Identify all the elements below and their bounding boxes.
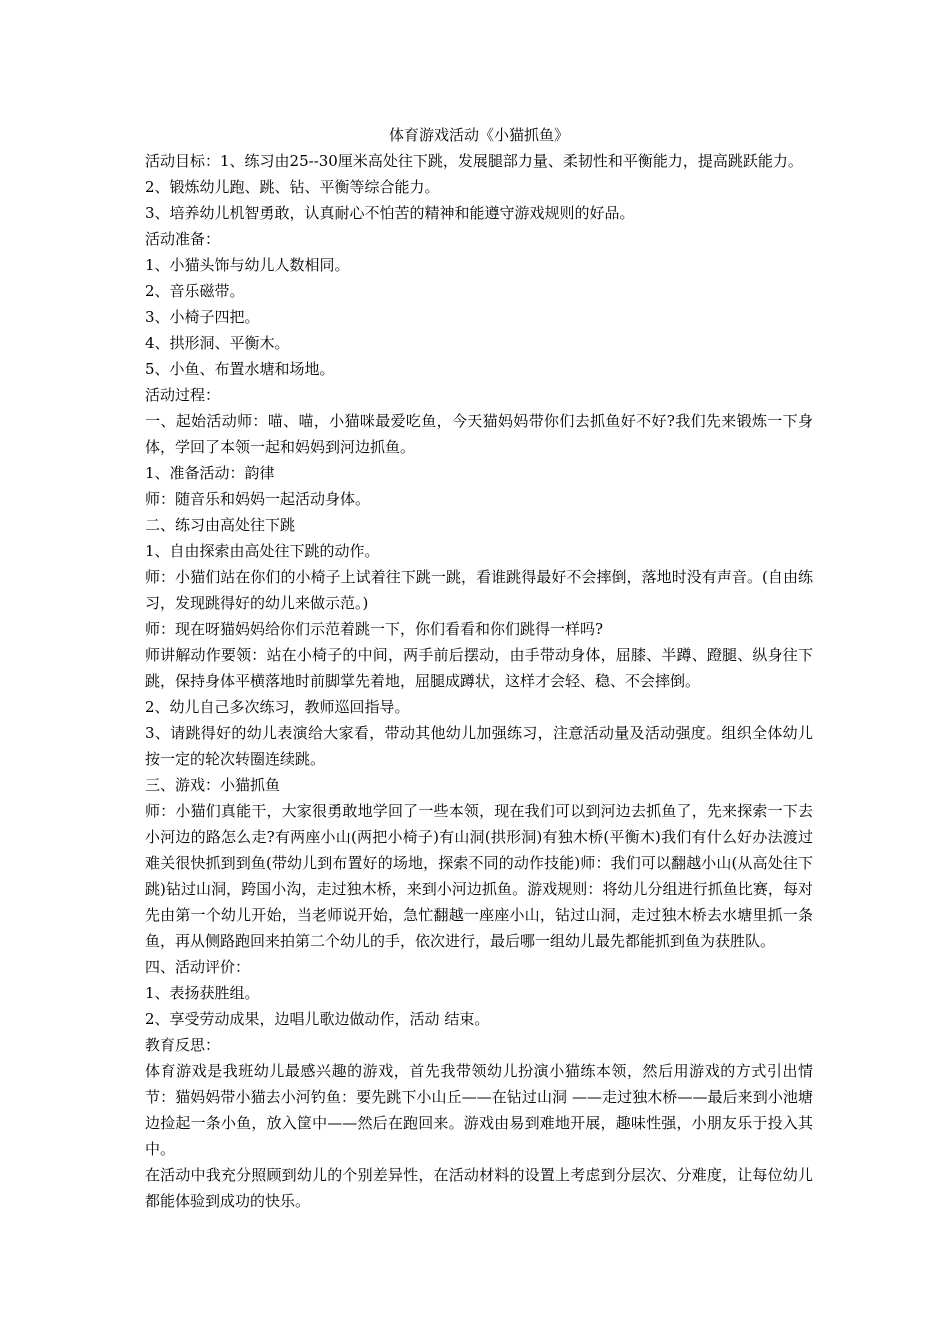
list-item: 2、音乐磁带。 bbox=[145, 282, 245, 300]
paragraph: 在活动中我充分照顾到幼儿的个别差异性，在活动材料的设置上考虑到分层次、分难度，让每位幼儿都能体验到成功的快乐。 bbox=[145, 1166, 813, 1210]
paragraph: 师：随音乐和妈妈一起活动身体。 bbox=[145, 490, 371, 508]
paragraph: 体育游戏是我班幼儿最感兴趣的游戏，首先我带领幼儿扮演小猫练本领，然后用游戏的方式引出情节：猫妈妈带小猫去小河钓鱼：要先跳下小山丘——在钻过山洞 ——走过独木桥——最后来到小池塘边捡起一条小鱼，放入筐中——然后在跑回来。游戏由易到难地开展，趣味性强，小朋友乐于投入其中。 bbox=[145, 1062, 813, 1158]
section-heading: 教育反思： bbox=[145, 1036, 221, 1054]
section-heading: 三、游戏：小猫抓鱼 bbox=[145, 776, 281, 794]
paragraph: 活动目标：1、练习由25--30厘米高处往下跳，发展腿部力量、柔韧性和平衡能力，提高跳跃能力。 bbox=[145, 152, 803, 170]
document-page bbox=[145, 122, 813, 1214]
section-heading: 二、练习由高处往下跳 bbox=[145, 516, 296, 534]
document-title: 体育游戏活动《小猫抓鱼》 bbox=[388, 126, 569, 144]
paragraph: 2、锻炼幼儿跑、跳、钻、平衡等综合能力。 bbox=[145, 178, 440, 196]
paragraph: 3、培养幼儿机智勇敢，认真耐心不怕苦的精神和能遵守游戏规则的好品。 bbox=[145, 204, 635, 222]
list-item: 1、小猫头饰与幼儿人数相同。 bbox=[145, 256, 350, 274]
section-heading: 活动准备： bbox=[145, 230, 221, 248]
paragraph: 一、起始活动师：喵、喵，小猫咪最爱吃鱼，今天猫妈妈带你们去抓鱼好不好?我们先来锻炼一下身体，学回了本领一起和妈妈到河边抓鱼。 bbox=[145, 412, 813, 456]
paragraph: 师：小猫们站在你们的小椅子上试着往下跳一跳，看谁跳得最好不会摔倒，落地时没有声音。(自由练习，发现跳得好的幼儿来做示范。) bbox=[145, 568, 813, 612]
list-item: 3、小椅子四把。 bbox=[145, 308, 260, 326]
list-item: 5、小鱼、布置水塘和场地。 bbox=[145, 360, 335, 378]
paragraph: 2、幼儿自己多次练习，教师巡回指导。 bbox=[145, 698, 410, 716]
paragraph: 师：现在呀猫妈妈给你们示范着跳一下，你们看看和你们跳得一样吗? bbox=[145, 620, 604, 638]
paragraph: 3、请跳得好的幼儿表演给大家看，带动其他幼儿加强练习，注意活动量及活动强度。组织全体幼儿按一定的轮次转圈连续跳。 bbox=[145, 724, 813, 768]
list-item: 1、表扬获胜组。 bbox=[145, 984, 260, 1002]
paragraph: 1、准备活动：韵律 bbox=[145, 464, 275, 482]
document-body bbox=[145, 148, 813, 1214]
section-heading: 四、活动评价： bbox=[145, 958, 251, 976]
paragraph: 师讲解动作要领：站在小椅子的中间，两手前后摆动，由手带动身体，屈膝、半蹲、蹬腿、纵身往下跳，保持身体平横落地时前脚掌先着地，屈腿成蹲状，这样才会轻、稳、不会摔倒。 bbox=[145, 646, 813, 690]
list-item: 2、享受劳动成果，边唱儿歌边做动作，活动 结束。 bbox=[145, 1010, 490, 1028]
list-item: 4、拱形洞、平衡木。 bbox=[145, 334, 290, 352]
paragraph: 1、自由探索由高处往下跳的动作。 bbox=[145, 542, 380, 560]
paragraph: 师：小猫们真能干，大家很勇敢地学回了一些本领，现在我们可以到河边去抓鱼了，先来探索一下去小河边的路怎么走?有两座小山(两把小椅子)有山洞(拱形洞)有独木桥(平衡木)我们有什么好办法渡过难关很快抓到到鱼(带幼儿到布置好的场地，探索不同的动作技能)师：我们可以翻越小山(从高处往下跳)钻过山洞，跨国小沟，走过独木桥，来到小河边抓鱼。游戏规则：将幼儿分组进行抓鱼比赛，每对先由第一个幼儿开始，当老师说开始，急忙翻越一座座小山，钻过山洞，走过独木桥去水塘里抓一条鱼，再从侧路跑回来拍第二个幼儿的手，依次进行，最后哪一组幼儿最先都能抓到鱼为获胜队。 bbox=[145, 802, 813, 950]
section-heading: 活动过程： bbox=[145, 386, 221, 404]
